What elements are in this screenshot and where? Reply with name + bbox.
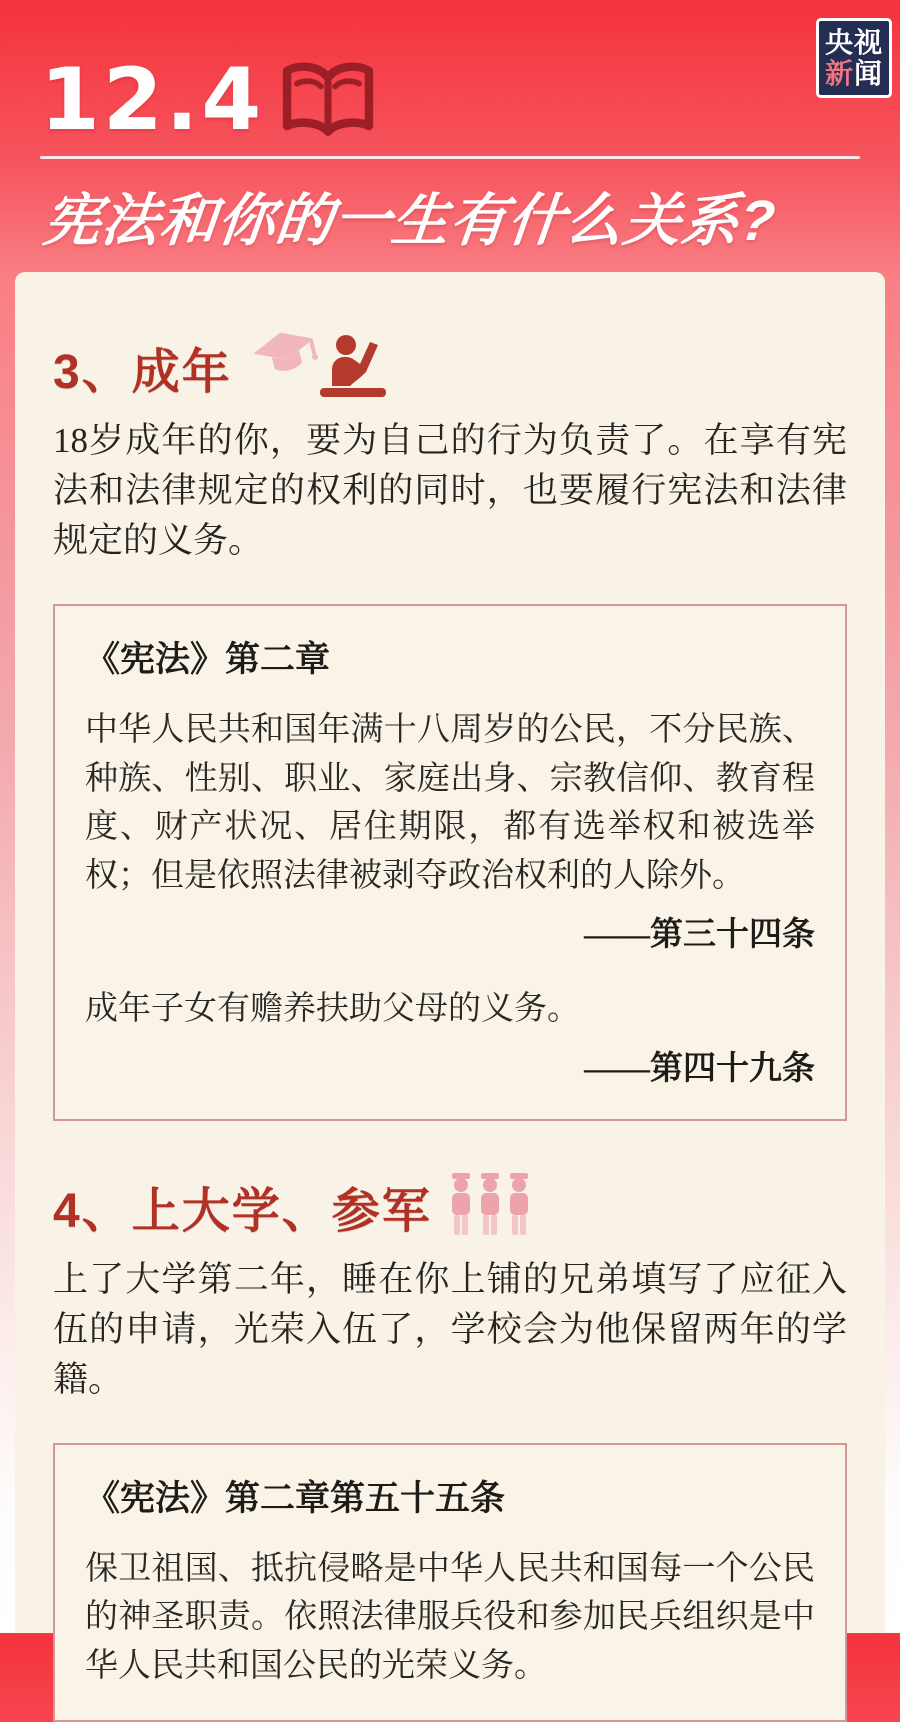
badge-char-wen: 闻 (854, 58, 884, 89)
article-49-attribution: ——第四十九条 (584, 1050, 815, 1087)
poster-header (0, 0, 900, 272)
header-divider (40, 156, 860, 159)
article-55-text: 保卫祖国、抵抗侵略是中华人民共和国每一个公民的神圣职责。依照法律服兵役和参加民兵组织是中华人民共和国公民的光荣义务。 (85, 1550, 815, 1684)
article-49 (85, 985, 815, 1089)
date-row (40, 50, 860, 150)
law-box-chapter-2 (53, 604, 847, 1121)
section-3-number: 3、 (53, 346, 132, 400)
law-box-2-title: 《宪法》第二章第五十五条 (85, 1478, 506, 1518)
badge-line-2 (825, 58, 883, 89)
section-4-icons (448, 1171, 532, 1239)
law-box-article-55 (53, 1443, 847, 1722)
section-4-paragraph: 上了大学第二年，睡在你上铺的兄弟填写了应征入伍的申请，光荣入伍了，学校会为他保留两年的学籍。 (53, 1259, 847, 1399)
section-4-title: 上大学、参军 (131, 1184, 432, 1238)
section-3-icons (248, 328, 394, 400)
section-3-paragraph: 18岁成年的你，要为自己的行为负责了。在享有宪法和法律规定的权利的同时，也要履行宪法和法律规定的义务。 (53, 421, 847, 561)
section-adulthood (53, 328, 847, 1121)
article-34 (85, 706, 815, 955)
content-panel (15, 272, 885, 1684)
page-title: 宪法和你的一生有什么关系? (40, 189, 779, 253)
article-34-attribution: ——第三十四条 (584, 917, 815, 954)
article-49-text: 成年子女有赡养扶助父母的义务。 (85, 991, 580, 1028)
law-box-1-title: 《宪法》第二章 (85, 640, 331, 680)
student-raising-hand-icon (308, 330, 394, 400)
section-4-heading (53, 1171, 847, 1239)
article-34-text: 中华人民共和国年满十八周岁的公民，不分民族、种族、性别、职业、家庭出身、宗教信仰、教育程度、财产状况、居住期限，都有选举权和被选举权；但是依照法律被剥夺政治权利的人除外。 (85, 712, 815, 894)
section-3-heading (53, 328, 847, 400)
article-55 (85, 1545, 815, 1691)
open-book-icon (280, 59, 376, 145)
badge-char-xin: 新 (824, 58, 854, 89)
section-3-title: 成年 (131, 346, 232, 400)
section-college-army (53, 1171, 847, 1722)
date-label: 12.4 (40, 50, 265, 150)
cctv-news-badge (816, 18, 892, 98)
badge-line-1: 央视 (824, 26, 883, 58)
section-4-number: 4、 (53, 1184, 132, 1238)
soldiers-icon (448, 1171, 532, 1237)
